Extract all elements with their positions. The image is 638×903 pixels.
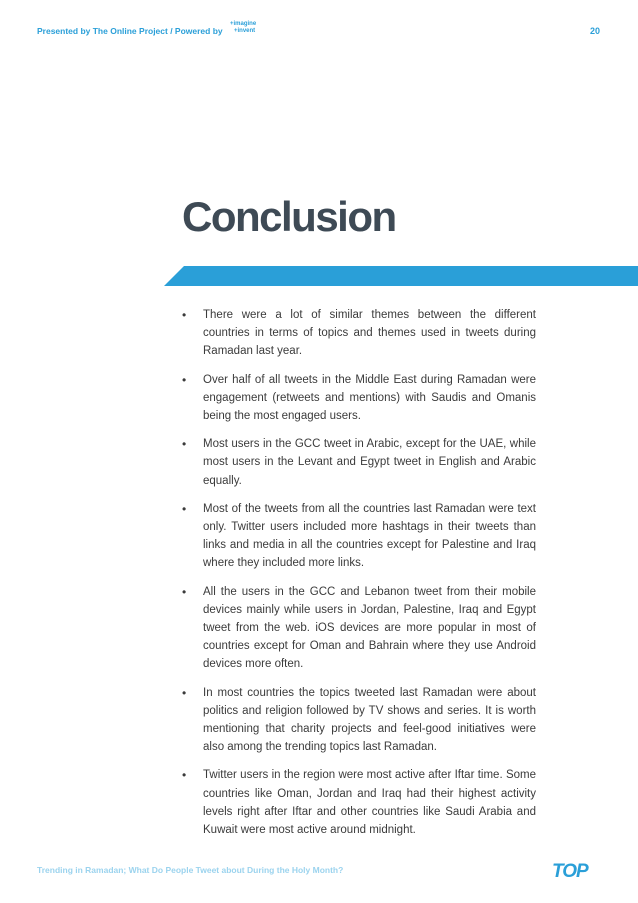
bullet-dot: • — [182, 437, 187, 452]
list-item-text: Most users in the GCC tweet in Arabic, except for the UAE, while most users in the Levant and Egypt tweet in English and Arabic equally. — [203, 438, 536, 487]
conclusion-list — [182, 306, 536, 849]
list-item — [182, 766, 536, 839]
top-logo-icon — [552, 859, 600, 881]
page-number: 20 — [589, 26, 600, 36]
list-item — [182, 306, 536, 361]
bullet-dot: • — [182, 584, 187, 599]
imagine-invent-logo — [228, 21, 262, 41]
presented-by-text: Presented by The Online Project / Powered by — [37, 26, 223, 36]
logo-line-imagine: +imagine — [230, 21, 257, 27]
list-item — [182, 583, 536, 674]
list-item-text: In most countries the topics tweeted last Ramadan were about politics and religion followed by TV shows and series. It is worth mentioning that charity projects and feel-good initiatives were also among the trending topics last Ramadan. — [203, 686, 536, 754]
list-item-text: Twitter users in the region were most active after Iftar time. Some countries like Oman, Jordan and Iraq had their highest activity levels right after Iftar and other countries like Saudi Arabia and Kuwait were most active around midnight. — [203, 769, 536, 837]
bullet-dot: • — [182, 308, 187, 322]
list-item — [182, 435, 536, 490]
bullet-dot: • — [182, 501, 187, 516]
bullet-dot: • — [182, 685, 187, 700]
list-item — [182, 371, 536, 426]
list-item-text: All the users in the GCC and Lebanon tweet from their mobile devices mainly while users in Jordan, Palestine, Iraq and Egypt tweet from the web. iOS devices are more popular in most of countries except for Oman and Bahrain where they use Android devices more often. — [203, 585, 536, 671]
list-item-text: Most of the tweets from all the countries last Ramadan were text only. Twitter users included more hashtags in their tweets than links and media in all the countries except for Palestine and Iraq where they included more links. — [203, 502, 536, 570]
report-title: Trending in Ramadan; What Do People Tweet about During the Holy Month? — [37, 865, 344, 875]
list-item-text: Over half of all tweets in the Middle East during Ramadan were engagement (retweets and mentions) with Saudis and Omanis being the most engaged users. — [203, 373, 536, 423]
bullet-dot: • — [182, 768, 187, 783]
top-logo-text: TOP — [552, 861, 588, 881]
logo-line-invent: +invent — [234, 28, 256, 34]
bullet-dot: • — [182, 372, 187, 387]
list-item-text: There were a lot of similar themes between the different countries in terms of topics and themes used in tweets during Ramadan last year. — [203, 309, 536, 358]
list-item — [182, 500, 536, 573]
list-item — [182, 684, 536, 757]
page-title: Conclusion — [182, 193, 396, 240]
title-accent-bar — [164, 266, 638, 286]
